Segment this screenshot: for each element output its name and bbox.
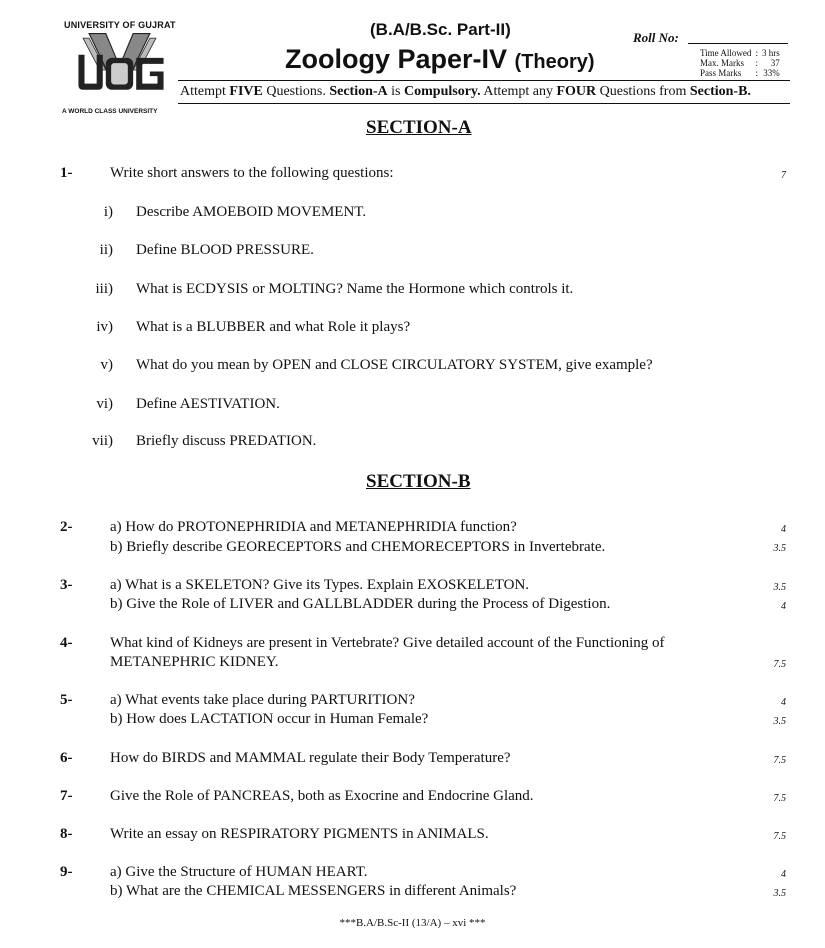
exam-part: (B.A/B.Sc. Part-II) [370,20,511,39]
question-line: a) How do PROTONEPHRIDIA and METANEPHRIDIA function? [110,519,517,535]
part-text: What do you mean by OPEN and CLOSE CIRCULATORY SYSTEM, give example? [136,357,653,373]
paper-title-main: Zoology Paper-IV [285,44,508,74]
question-marks: 7.5 [773,659,786,670]
question-line: b) Briefly describe GEORECEPTORS and CHEMORECEPTORS in Invertebrate. [110,539,606,555]
part-text: What is a BLUBBER and what Role it plays? [136,319,411,335]
part-text: Define BLOOD PRESSURE. [136,242,314,258]
question-number: 4- [60,635,73,651]
question-number: 2- [60,519,73,535]
question-marks: 3.5 [773,543,786,554]
question-marks: 3.5 [773,582,786,593]
part-label: i) [103,204,113,220]
university-tagline: A WORLD CLASS UNIVERSITY [62,108,158,115]
university-logo-icon [62,32,180,108]
question-line: Give the Role of PANCREAS, both as Exocrine and Endocrine Gland. [110,788,534,804]
divider [178,80,790,81]
part-text: Briefly discuss PREDATION. [136,433,317,449]
question-marks: 4 [781,697,786,708]
paper-title [285,44,595,75]
question-number: 8- [60,826,73,842]
part-text: Define AESTIVATION. [136,396,280,412]
question-marks: 7.5 [773,793,786,804]
meta-value: 33% [763,68,780,78]
section-b-title: SECTION-B [366,471,471,492]
question-number: 7- [60,788,73,804]
part-label: v) [100,357,113,373]
question-text: Write short answers to the following questions: [110,165,394,181]
question-line: a) What is a SKELETON? Give its Types. Explain EXOSKELETON. [110,577,530,593]
part-text: Describe AMOEBOID MOVEMENT. [136,204,367,220]
question-marks: 4 [781,524,786,535]
divider [178,103,790,104]
question-number: 1- [60,165,73,181]
question-marks: 7.5 [773,831,786,842]
exam-meta [700,48,780,78]
question-marks: 7.5 [773,755,786,766]
part-text: What is ECDYSIS or MOLTING? Name the Hormone which controls it. [136,281,574,297]
paper-title-suffix: (Theory) [514,51,595,73]
question-line: Write an essay on RESPIRATORY PIGMENTS in ANIMALS. [110,826,489,842]
question-line: What kind of Kidneys are present in Vertebrate? Give detailed account of the Functioning of [110,635,665,651]
meta-row: Max. Marks : 37 [700,58,780,68]
part-label: iv) [96,319,113,335]
part-label: iii) [95,281,113,297]
instructions: Attempt FIVE Questions. Section-A is Compulsory. Attempt any FOUR Questions from Section-B. [180,84,751,99]
question-line: b) How does LACTATION occur in Human Female? [110,711,429,727]
part-label: ii) [99,242,113,258]
question-line: How do BIRDS and MAMMAL regulate their Body Temperature? [110,750,511,766]
meta-row: Time Allowed : 3 hrs [700,48,780,58]
meta-label: Pass Marks [700,68,742,78]
section-a-title: SECTION-A [366,117,472,138]
page-footer: ***B.A/B.Sc-II (13/A) – xvi *** [339,917,486,929]
meta-row: Pass Marks : 33% [700,68,780,78]
question-line: METANEPHRIC KIDNEY. [110,654,279,670]
question-line: b) What are the CHEMICAL MESSENGERS in different Animals? [110,883,517,899]
roll-no-field[interactable] [688,43,788,44]
meta-label: Time Allowed [700,48,752,58]
meta-value: 3 hrs [761,48,780,58]
meta-label: Max. Marks [700,58,744,68]
question-number: 3- [60,577,73,593]
question-marks: 4 [781,601,786,612]
question-line: a) What events take place during PARTURITION? [110,692,415,708]
meta-value: 37 [770,58,780,68]
question-line: a) Give the Structure of HUMAN HEART. [110,864,368,880]
part-label: vii) [92,433,113,449]
question-marks: 3.5 [773,716,786,727]
roll-no-label: Roll No: [633,30,679,45]
part-label: vi) [96,396,113,412]
question-marks: 3.5 [773,888,786,899]
question-number: 9- [60,864,73,880]
university-name: UNIVERSITY OF GUJRAT [64,20,176,30]
question-marks: 7 [781,170,786,181]
question-marks: 4 [781,869,786,880]
question-number: 6- [60,750,73,766]
question-number: 5- [60,692,73,708]
question-line: b) Give the Role of LIVER and GALLBLADDER during the Process of Digestion. [110,596,611,612]
